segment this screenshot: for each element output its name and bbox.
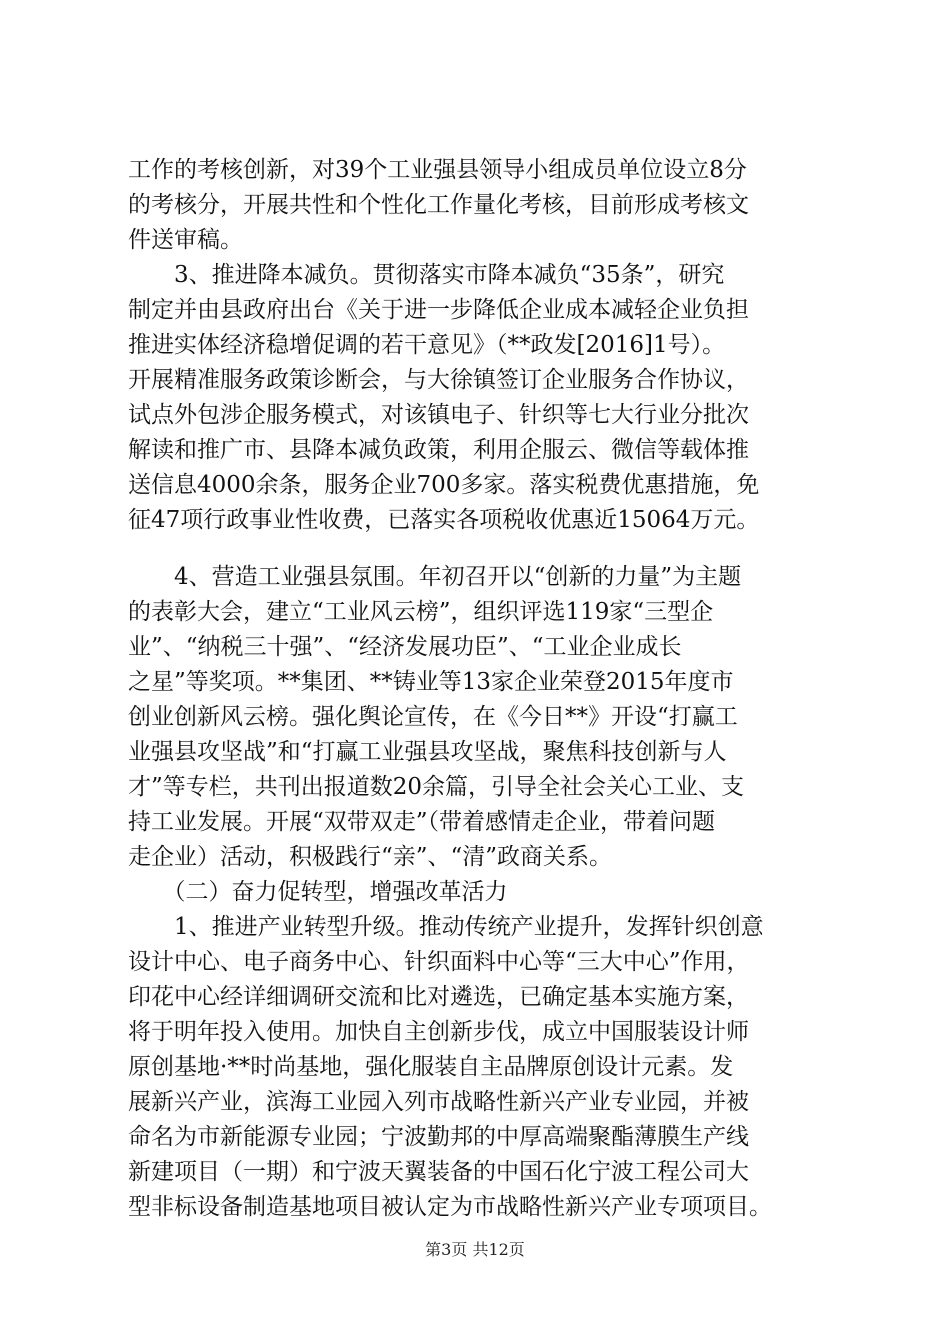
paragraph-line: 新建项目（一期）和宁波天翼装备的中国石化宁波工程公司大	[128, 1159, 749, 1185]
paragraph-line: 才”等专栏，共刊出报道数20余篇，引导全社会关心工业、支	[128, 774, 745, 800]
page-footer: 第3页 共12页	[425, 1240, 525, 1259]
paragraph-line: 业强县攻坚战”和“打赢工业强县攻坚战，聚焦科技创新与人	[128, 739, 727, 765]
paragraph-line: 试点外包涉企服务模式，对该镇电子、针织等七大行业分批次	[128, 402, 749, 428]
section-heading: （二）奋力促转型，增强改革活力	[128, 879, 508, 905]
paragraph-line: 解读和推广市、县降本减负政策，利用企服云、微信等载体推	[128, 437, 749, 463]
paragraph-line: 设计中心、电子商务中心、针织面料中心等“三大中心”作用，	[128, 949, 750, 975]
paragraph-line: 征47项行政事业性收费，已落实各项税收优惠近15064万元。	[128, 507, 760, 533]
paragraph-line: 推进实体经济稳增促调的若干意见》（**政发[2016]1号）。	[128, 332, 726, 358]
paragraph-line: 将于明年投入使用。加快自主创新步伐，成立中国服装设计师	[128, 1019, 749, 1045]
paragraph-line: 之星”等奖项。**集团、**铸业等13家企业荣登2015年度市	[128, 669, 734, 695]
paragraph-line: 命名为市新能源专业园；宁波勤邦的中厚高端聚酯薄膜生产线	[128, 1124, 749, 1150]
paragraph-line: 创业创新风云榜。强化舆论宣传，在《今日**》开设“打赢工	[128, 704, 738, 730]
paragraph-line: 开展精准服务政策诊断会，与大徐镇签订企业服务合作协议，	[128, 367, 749, 393]
paragraph-line: 持工业发展。开展“双带双走”（带着感情走企业，带着问题	[128, 809, 716, 835]
paragraph-line: 印花中心经详细调研交流和比对遴选，已确定基本实施方案，	[128, 984, 749, 1010]
paragraph-line: 的考核分，开展共性和个性化工作量化考核，目前形成考核文	[128, 192, 749, 218]
paragraph-line: 制定并由县政府出台《关于进一步降低企业成本减轻企业负担	[128, 297, 749, 323]
paragraph-line: 送信息4000余条，服务企业700多家。落实税费优惠措施，免	[128, 472, 760, 498]
paragraph-line: 的表彰大会，建立“工业风云榜”，组织评选119家“三型企	[128, 599, 714, 625]
paragraph-line: 3、推进降本减负。贯彻落实市降本减负“35条”，研究	[128, 262, 725, 288]
paragraph-line: 展新兴产业，滨海工业园入列市战略性新兴产业专业园，并被	[128, 1089, 749, 1115]
paragraph-line: 件送审稿。	[128, 227, 243, 253]
paragraph-line: 走企业）活动，积极践行“亲”、“清”政商关系。	[128, 844, 613, 870]
paragraph-line: 1、推进产业转型升级。推动传统产业提升，发挥针织创意	[128, 914, 764, 940]
paragraph-line: 4、营造工业强县氛围。年初召开以“创新的力量”为主题	[128, 564, 742, 590]
paragraph-line: 业”、“纳税三十强”、“经济发展功臣”、“工业企业成长	[128, 634, 682, 660]
paragraph-line: 工作的考核创新，对39个工业强县领导小组成员单位设立8分	[128, 157, 747, 183]
paragraph-line: 原创基地·**时尚基地，强化服装自主品牌原创设计元素。发	[128, 1054, 734, 1080]
paragraph-line: 型非标设备制造基地项目被认定为市战略性新兴产业专项项目。	[128, 1194, 772, 1220]
